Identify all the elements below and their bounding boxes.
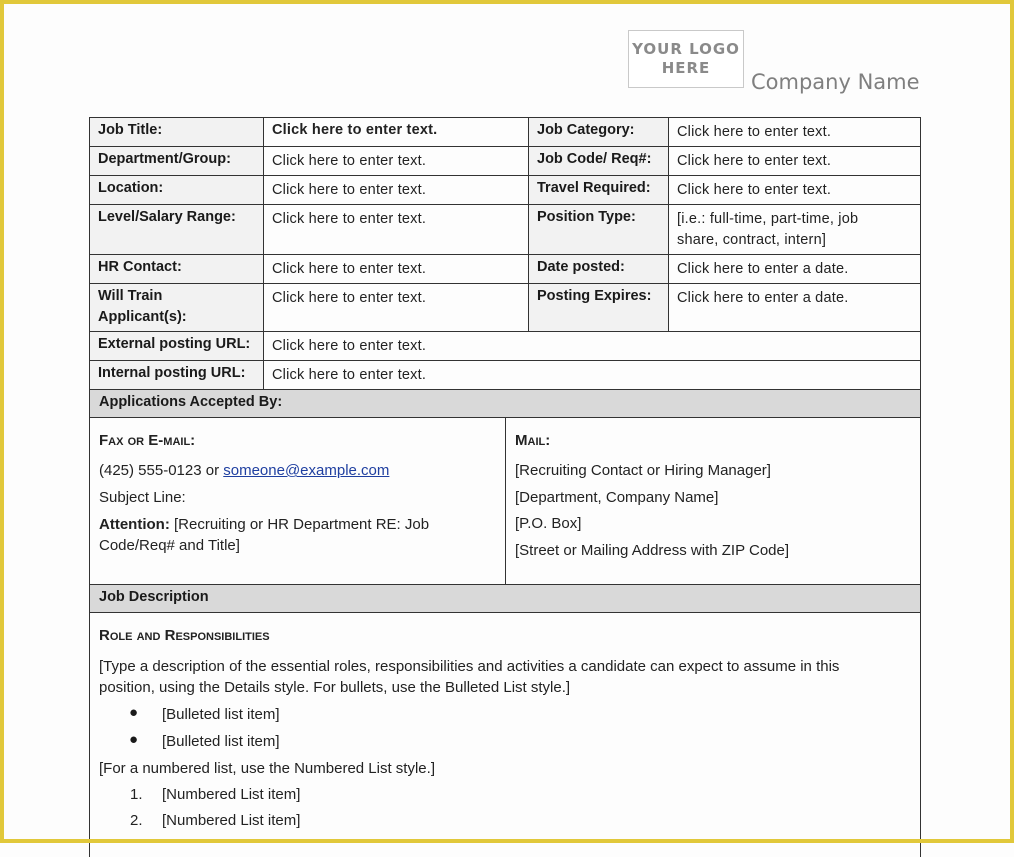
column-divider <box>263 117 264 389</box>
subject-line: Subject Line: <box>99 489 186 506</box>
location-label: Location: <box>89 175 263 204</box>
will-train-label <box>89 283 263 331</box>
row-divider <box>89 254 921 255</box>
date-posted-field[interactable]: Click here to enter a date. <box>677 261 849 277</box>
posting-expires-field[interactable]: Click here to enter a date. <box>677 290 849 306</box>
numbered-marker-2: 2. <box>130 812 143 829</box>
numbered-marker-1: 1. <box>130 786 143 803</box>
table-border <box>920 117 921 857</box>
row-divider <box>89 283 921 284</box>
row-divider <box>89 175 921 176</box>
date-posted-label: Date posted: <box>528 254 668 283</box>
logo-text-line1: YOUR LOGO <box>632 40 740 58</box>
column-divider <box>668 117 669 331</box>
job-code-label: Job Code/ Req#: <box>528 146 668 175</box>
job-code-field[interactable]: Click here to enter text. <box>677 153 832 169</box>
department-label: Department/Group: <box>89 146 263 175</box>
table-border <box>89 117 90 857</box>
department-field[interactable]: Click here to enter text. <box>272 153 427 169</box>
roles-intro <box>99 656 914 698</box>
numbered-intro: [For a numbered list, use the Numbered List style.] <box>99 760 435 777</box>
row-divider <box>89 360 921 361</box>
row-divider <box>89 584 921 585</box>
level-salary-label: Level/Salary Range: <box>89 204 263 254</box>
external-url-label: External posting URL: <box>89 331 263 360</box>
travel-label: Travel Required: <box>528 175 668 204</box>
hr-contact-field[interactable]: Click here to enter text. <box>272 261 427 277</box>
will-train-label-line1: Will Train <box>98 288 163 304</box>
row-divider <box>89 612 921 613</box>
row-divider <box>89 146 921 147</box>
attention-label: Attention: <box>99 516 170 533</box>
job-posting-table <box>89 117 921 857</box>
numbered-item-1: [Numbered List item] <box>162 786 301 803</box>
position-type-field[interactable] <box>668 206 921 254</box>
position-type-label: Position Type: <box>528 204 668 254</box>
mail-line-1: [Recruiting Contact or Hiring Manager] <box>515 462 771 479</box>
posting-expires-label: Posting Expires: <box>528 283 668 331</box>
hr-contact-label: HR Contact: <box>89 254 263 283</box>
mail-line-3: [P.O. Box] <box>515 515 582 532</box>
attention-line2: Code/Req# and Title] <box>99 537 240 554</box>
position-type-line2: share, contract, intern] <box>677 232 827 248</box>
internal-url-field[interactable]: Click here to enter text. <box>272 367 427 383</box>
mail-heading: Mail: <box>515 432 551 449</box>
attention-text <box>99 514 479 556</box>
roles-heading: Role and Responsibilities <box>99 627 270 644</box>
will-train-label-line2: Applicant(s): <box>98 309 187 325</box>
numbered-item-2: [Numbered List item] <box>162 812 301 829</box>
logo-placeholder <box>628 30 744 88</box>
job-title-label: Job Title: <box>89 117 263 146</box>
travel-field[interactable]: Click here to enter text. <box>677 182 832 198</box>
applications-section-header: Applications Accepted By: <box>89 389 921 417</box>
company-name: Company Name <box>751 70 920 94</box>
phone-email-line <box>99 460 389 481</box>
column-divider <box>528 117 529 331</box>
bullet-icon: ● <box>129 704 139 721</box>
email-link[interactable]: someone@example.com <box>223 462 390 479</box>
job-title-field[interactable]: Click here to enter text. <box>272 122 438 138</box>
will-train-field[interactable]: Click here to enter text. <box>272 290 427 306</box>
column-divider <box>505 417 506 584</box>
phone-number: (425) 555-0123 or <box>99 462 224 479</box>
roles-intro-line2: position, using the Details style. For bullets, use the Bulleted List style.] <box>99 679 571 696</box>
row-divider <box>89 389 921 390</box>
bulleted-item-1: [Bulleted list item] <box>162 706 280 723</box>
mail-line-4: [Street or Mailing Address with ZIP Code] <box>515 542 790 559</box>
bulleted-item-2: [Bulleted list item] <box>162 733 280 750</box>
bullet-icon: ● <box>129 731 139 748</box>
fax-email-heading: Fax or E-mail: <box>99 432 196 449</box>
location-field[interactable]: Click here to enter text. <box>272 182 427 198</box>
row-divider <box>89 204 921 205</box>
attention-line1: [Recruiting or HR Department RE: Job <box>169 516 430 533</box>
internal-url-label: Internal posting URL: <box>89 360 263 389</box>
level-salary-field[interactable]: Click here to enter text. <box>272 211 427 227</box>
logo-text-line2: HERE <box>661 59 711 77</box>
job-description-header: Job Description <box>89 584 921 612</box>
job-category-field[interactable]: Click here to enter text. <box>677 124 832 140</box>
mail-line-2: [Department, Company Name] <box>515 489 719 506</box>
external-url-field[interactable]: Click here to enter text. <box>272 338 427 354</box>
position-type-line1: [i.e.: full-time, part-time, job <box>677 211 859 227</box>
row-divider <box>89 331 921 332</box>
job-category-label: Job Category: <box>528 117 668 146</box>
roles-intro-line1: [Type a description of the essential roles, responsibilities and activities a candidate can expect to assume in this <box>99 658 840 675</box>
table-border <box>89 117 921 118</box>
